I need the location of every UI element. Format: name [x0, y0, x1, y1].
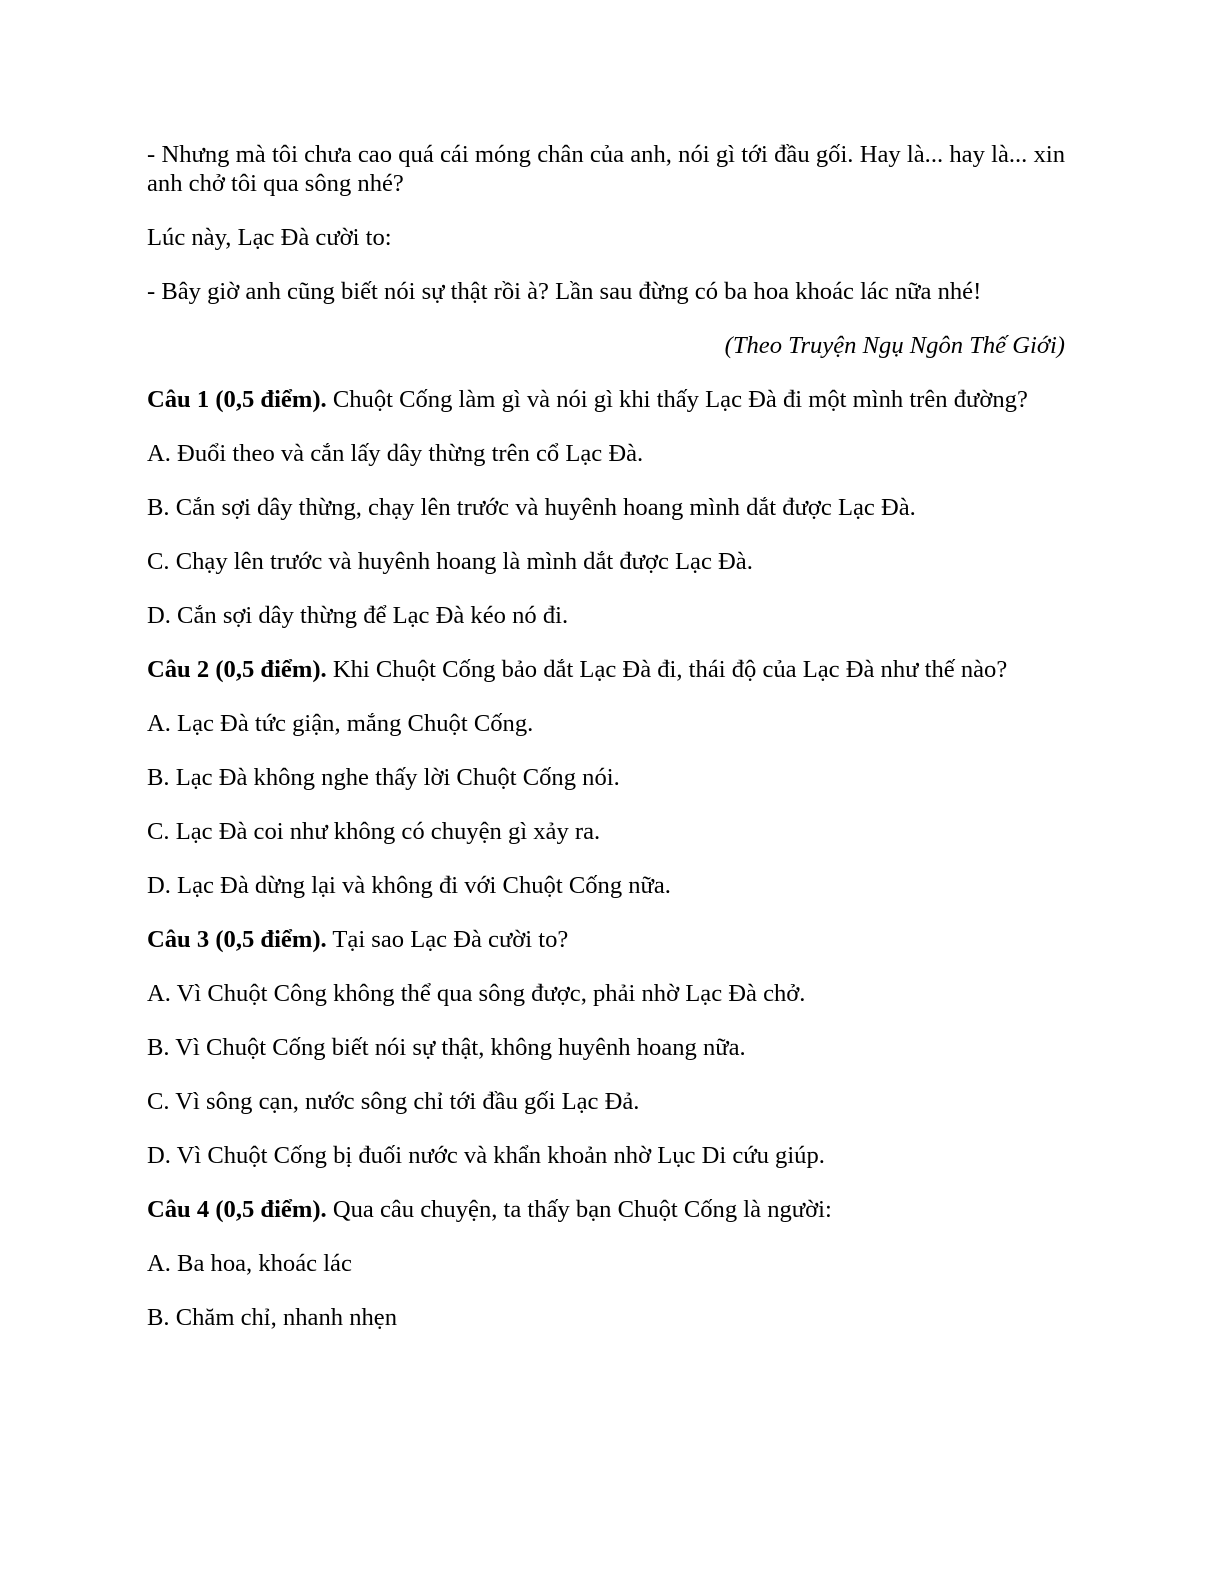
question-3-option-d: D. Vì Chuột Cống bị đuối nước và khẩn khoản nhờ Lục Di cứu giúp. [147, 1142, 825, 1169]
question-text: Qua câu chuyện, ta thấy bạn Chuột Cống là người: [326, 1196, 832, 1223]
question-1-option-d: D. Cắn sợi dây thừng để Lạc Đà kéo nó đi. [147, 602, 569, 629]
question-1 [147, 385, 1065, 414]
question-2-option-c: C. Lạc Đà coi như không có chuyện gì xảy ra. [147, 818, 601, 845]
story-source: (Theo Truyện Ngụ Ngôn Thế Giới) [724, 332, 1065, 359]
question-4-option-a: A. Ba hoa, khoác lác [147, 1250, 352, 1277]
question-1-option-c: C. Chạy lên trước và huyênh hoang là mình dắt được Lạc Đà. [147, 548, 753, 575]
question-2-option-a: A. Lạc Đà tức giận, mắng Chuột Cống. [147, 710, 534, 737]
question-1-option-a: A. Đuổi theo và cắn lấy dây thừng trên cổ Lạc Đà. [147, 440, 644, 467]
question-label: Câu 4 (0,5 điểm). [147, 1196, 327, 1223]
question-text: Khi Chuột Cống bảo dắt Lạc Đà đi, thái độ của Lạc Đà như thế nào? [326, 656, 1008, 683]
question-2 [147, 655, 1065, 684]
question-3 [147, 925, 1065, 954]
story-narration-line: Lúc này, Lạc Đà cười to: [147, 224, 392, 251]
question-4-option-b: B. Chăm chỉ, nhanh nhẹn [147, 1304, 397, 1331]
question-2-option-d: D. Lạc Đà dừng lại và không đi với Chuột Cống nữa. [147, 872, 671, 899]
question-label: Câu 1 (0,5 điểm). [147, 386, 327, 413]
question-4 [147, 1195, 1065, 1224]
question-label: Câu 3 (0,5 điểm). [147, 926, 327, 953]
question-text: Chuột Cống làm gì và nói gì khi thấy Lạc Đà đi một mình trên đường? [326, 386, 1028, 413]
question-text: Tại sao Lạc Đà cười to? [326, 926, 569, 953]
story-dialogue-line: - Bây giờ anh cũng biết nói sự thật rồi à? Lần sau đừng có ba hoa khoác lác nữa nhé! [147, 278, 982, 305]
question-2-option-b: B. Lạc Đà không nghe thấy lời Chuột Cống nói. [147, 764, 620, 791]
story-dialogue-line: - Nhưng mà tôi chưa cao quá cái móng chân của anh, nói gì tới đầu gối. Hay là... hay là... xin anh chở tôi qua sông nhé? [147, 141, 1065, 197]
question-3-option-a: A. Vì Chuột Công không thể qua sông được, phải nhờ Lạc Đà chở. [147, 980, 806, 1007]
document-page [147, 140, 1065, 1357]
question-1-option-b: B. Cắn sợi dây thừng, chạy lên trước và huyênh hoang mình dắt được Lạc Đà. [147, 494, 916, 521]
question-label: Câu 2 (0,5 điểm). [147, 656, 327, 683]
question-3-option-b: B. Vì Chuột Cống biết nói sự thật, không huyênh hoang nữa. [147, 1034, 746, 1061]
question-3-option-c: C. Vì sông cạn, nước sông chỉ tới đầu gối Lạc Đả. [147, 1088, 640, 1115]
